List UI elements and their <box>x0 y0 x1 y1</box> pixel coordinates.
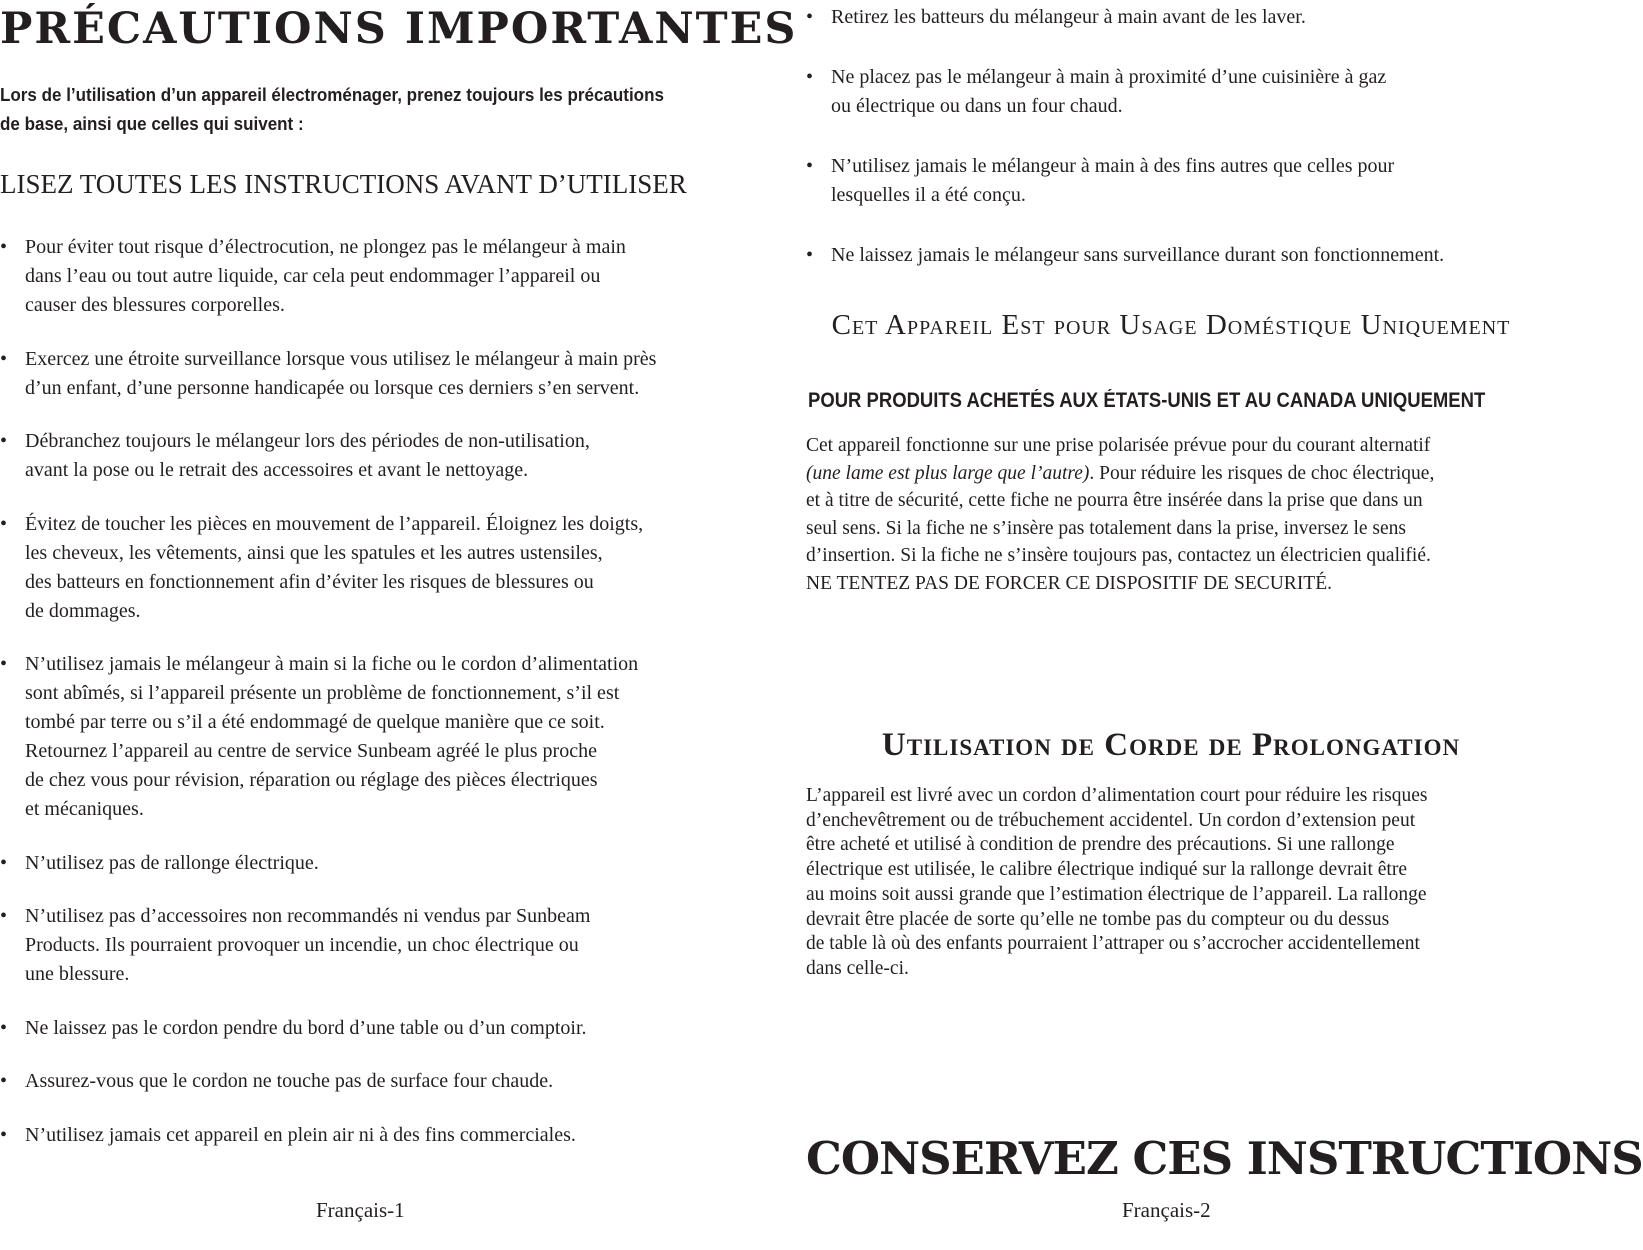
precautions-list <box>0 233 740 1174</box>
bullet-icon: • <box>0 430 8 452</box>
extension-cord-paragraph: L’appareil est livré avec un cordon d’alimentation court pour réduire les risques d’enchevêtrement ou de trébuchement accidentel. Un cordon d’extension peut être acheté et utilisé à condition de prendre des précautions. Si une rallonge électrique est utilisée, le calibre électrique indiqué sur la rallonge devrait être au moins soit aussi grande que l’estimation électrique de l’appareil. La rallonge devrait être placée de sorte qu’elle ne tombe pas du compteur ou du dessus de table là où des enfants pourraient l’attraper ou s’accrocher accidentellement dans celle-ci. <box>806 785 1428 979</box>
bullet-icon: • <box>806 244 814 266</box>
list-item-text: N’utilisez jamais cet appareil en plein air ni à des fins commerciales. <box>25 1123 576 1146</box>
list-item-text: Assurez-vous que le cordon ne touche pas de surface four chaude. <box>25 1070 554 1092</box>
list-item-text: N’utilisez pas d’accessoires non recommandés ni vendus par Sunbeam Products. Ils pourraient provoquer un incendie, un choc électrique ou une blessure. <box>25 905 591 985</box>
bullet-icon: • <box>0 347 8 370</box>
bullet-icon: • <box>0 905 8 927</box>
bullet-icon: • <box>0 1016 8 1039</box>
list-item <box>806 3 1536 32</box>
list-item-text: N’utilisez jamais le mélangeur à main à des fins autres que celles pour lesquelles il a été conçu. <box>831 155 1395 206</box>
list-item <box>0 345 740 403</box>
bullet-icon: • <box>806 155 814 177</box>
bullet-icon: • <box>0 236 8 258</box>
bullet-icon: • <box>0 851 8 874</box>
list-item-text: N’utilisez jamais le mélangeur à main si la fiche ou le cordon d’alimentation sont abîmés, si l’appareil présente un problème de fonctionnement, s’il est tombé par terre ou s’il a été endommagé de quelque manière que ce soit. Retournez l’appareil au centre de service Sunbeam agréé le plus proche de chez vous pour révision, réparation ou réglage des pièces électriques et mécaniques. <box>25 653 639 820</box>
list-item-text: Ne placez pas le mélangeur à main à proximité d’une cuisinière à gaz ou électrique ou dans un four chaud. <box>831 66 1387 117</box>
plug-text-rest: . Pour réduire les risques de choc électrique, et à titre de sécurité, cette fiche ne pourra être insérée dans la prise que dans un seul sens. Si la fiche ne s’insère pas totalement dans la prise, inversez le sens d’insertion. Si la fiche ne s’insère toujours pas, contactez un électricien qualifié. NE TENTEZ PAS DE FORCER CE DISPOSITIF DE SECURITÉ. <box>806 462 1435 594</box>
intro-text: Lors de l’utilisation d’un appareil électroménager, prenez toujours les précautions de base, ainsi que celles qui suivent : <box>0 84 664 134</box>
precautions-list-continued <box>806 3 1536 301</box>
list-item-text: Pour éviter tout risque d’électrocution, ne plongez pas le mélangeur à main dans l’eau ou tout autre liquide, car cela peut endommager l’appareil ou causer des blessures corporelles. <box>25 236 626 316</box>
bullet-icon: • <box>0 1070 8 1092</box>
list-item-text: Ne laissez jamais le mélangeur sans surveillance durant son fonctionnement. <box>831 244 1445 266</box>
save-instructions-heading: CONSERVEZ CES INSTRUCTIONS <box>806 1132 1643 1185</box>
page-number-right: Français-2 <box>1122 1198 1211 1222</box>
polarized-plug-paragraph <box>806 432 1536 597</box>
list-item <box>0 427 740 485</box>
list-item <box>806 152 1536 210</box>
plug-text-italic: (une lame est plus large que l’autre) <box>806 462 1090 484</box>
extension-cord-heading: Utilisation de Corde de Prolongation <box>881 727 1461 763</box>
list-item <box>0 849 740 878</box>
list-item-text: N’utilisez pas de rallonge électrique. <box>25 851 319 874</box>
bullet-icon: • <box>806 66 814 88</box>
list-item <box>0 650 740 824</box>
list-item <box>0 1067 740 1096</box>
list-item <box>0 233 740 320</box>
list-item <box>806 241 1536 270</box>
list-item-text: Exercez une étroite surveillance lorsque vous utilisez le mélangeur à main près d’un enfant, d’une personne handicapée ou lorsque ces derniers s’en servent. <box>25 347 657 399</box>
purchase-region-heading: POUR PRODUITS ACHETÉS AUX ÉTATS-UNIS ET AU CANADA UNIQUEMENT <box>808 389 1486 412</box>
bullet-icon: • <box>806 6 814 28</box>
list-item-text: Retirez les batteurs du mélangeur à main avant de les laver. <box>831 6 1306 28</box>
list-item <box>0 1014 740 1043</box>
list-item <box>0 1121 740 1150</box>
bullet-icon: • <box>0 512 8 535</box>
plug-text-line1: Cet appareil fonctionne sur une prise polarisée prévue pour du courant alternatif <box>806 435 1431 456</box>
list-item-text: Débranchez toujours le mélangeur lors des périodes de non-utilisation, avant la pose ou le retrait des accessoires et avant le nettoyage. <box>25 430 590 481</box>
household-use-heading: Cet Appareil Est pour Usage Doméstique Uniquement <box>831 309 1511 341</box>
bullet-icon: • <box>0 1123 8 1146</box>
read-instructions-heading: LISEZ TOUTES LES INSTRUCTIONS AVANT D’UTILISER <box>0 169 687 199</box>
list-item <box>0 510 740 626</box>
bullet-icon: • <box>0 653 8 675</box>
list-item-text: Évitez de toucher les pièces en mouvement de l’appareil. Éloignez les doigts, les cheveux, les vêtements, ainsi que les spatules et les autres ustensiles, des batteurs en fonctionnement afin d’éviter les risques de blessures ou de dommages. <box>25 512 644 622</box>
page-number-left: Français-1 <box>316 1198 405 1222</box>
list-item <box>806 63 1536 121</box>
list-item-text: Ne laissez pas le cordon pendre du bord d’une table ou d’un comptoir. <box>25 1016 587 1039</box>
list-item <box>0 902 740 989</box>
page-title: PRÉCAUTIONS IMPORTANTES <box>0 4 798 54</box>
